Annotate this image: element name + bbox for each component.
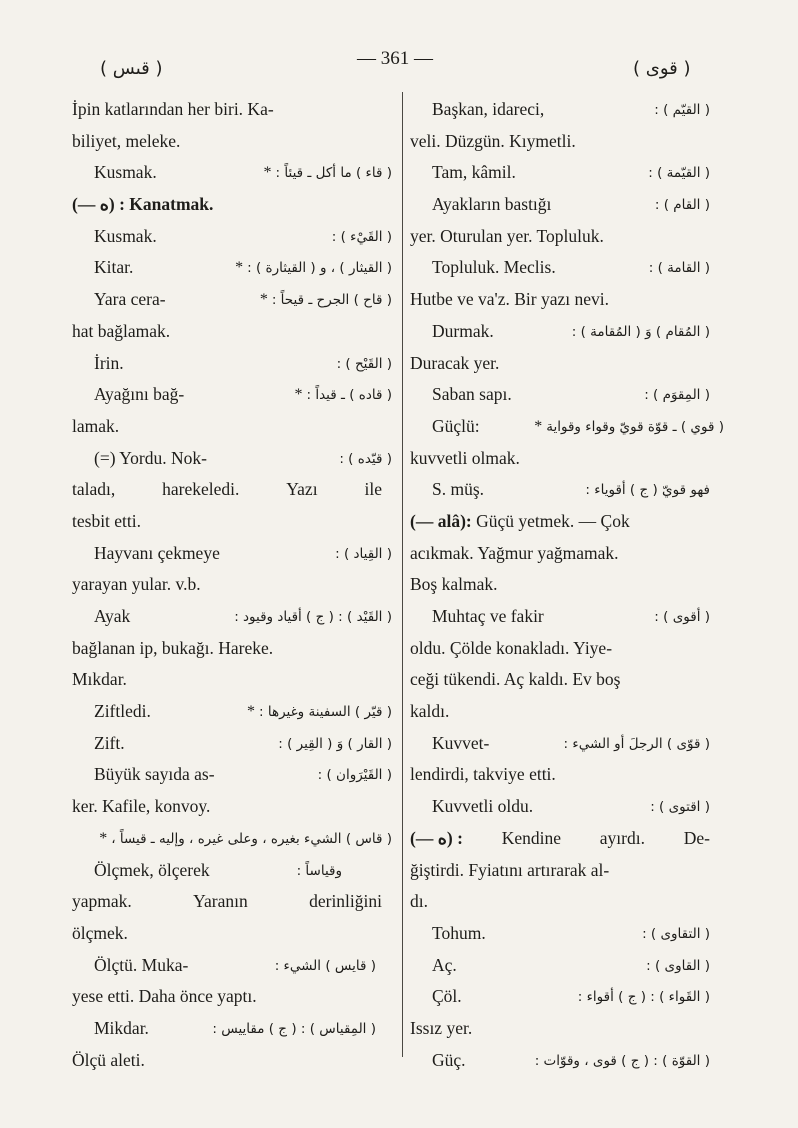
entry-text: Kitar. bbox=[94, 257, 134, 278]
entry-line bbox=[410, 951, 710, 983]
entry-line bbox=[410, 507, 710, 539]
entry-line bbox=[72, 665, 392, 697]
entry-line bbox=[410, 222, 710, 254]
entry-text: Kusmak. bbox=[94, 162, 157, 183]
entry-line bbox=[72, 317, 392, 349]
entry-line bbox=[410, 602, 710, 634]
entry-text: Aç. bbox=[432, 954, 457, 975]
word: harekeledi. bbox=[162, 479, 240, 500]
entry-arabic: ( المُقام ) وَ ( المُقامة ) : bbox=[571, 323, 710, 340]
entry-arabic: ( القِياد ) : bbox=[335, 545, 392, 562]
entry-line bbox=[410, 190, 710, 222]
entry-line bbox=[72, 697, 392, 729]
entry-text: İpin katlarından her biri. Ka- bbox=[72, 99, 274, 119]
entry-line bbox=[410, 697, 710, 729]
entry-text: Başkan, idareci, bbox=[432, 99, 545, 119]
entry-line bbox=[410, 253, 710, 285]
entry-line bbox=[72, 856, 392, 888]
entry-text: Ziftledi. bbox=[94, 701, 151, 722]
entry-line bbox=[72, 887, 392, 919]
entry-line bbox=[410, 285, 710, 317]
entry-text: tesbit etti. bbox=[72, 510, 142, 531]
entry-text: kuvvetli olmak. bbox=[410, 447, 520, 468]
entry-text: lendirdi, takviye etti. bbox=[410, 764, 556, 785]
entry-line bbox=[72, 507, 392, 539]
entry-line bbox=[72, 951, 392, 983]
entry-line bbox=[72, 253, 392, 285]
word: derinliğini bbox=[309, 891, 382, 912]
entry-line bbox=[72, 444, 392, 476]
justified-line bbox=[72, 887, 382, 915]
entry-text: kaldı. bbox=[410, 701, 450, 722]
entry-text: lamak. bbox=[72, 415, 120, 436]
entry-line bbox=[72, 475, 392, 507]
entry-line bbox=[72, 380, 392, 412]
entry-text: (=) Yordu. Nok- bbox=[94, 447, 207, 468]
entry-line bbox=[410, 349, 710, 381]
entry-line bbox=[410, 919, 710, 951]
entry-text: Issız yer. bbox=[410, 1017, 473, 1038]
entry-line bbox=[72, 222, 392, 254]
page-header bbox=[0, 48, 798, 84]
entry-text: Zift. bbox=[94, 732, 125, 753]
entry-text: Topluluk. Meclis. bbox=[432, 257, 556, 278]
entry-text: Saban sapı. bbox=[432, 384, 512, 405]
entry-text: Tam, kâmil. bbox=[432, 162, 516, 183]
entry-text: Çöl. bbox=[432, 986, 462, 1007]
entry-arabic: ( القامة ) : bbox=[648, 260, 710, 277]
entry-arabic: ( القَيْء ) : bbox=[331, 228, 392, 245]
entry-arabic: فهو قويّ ( ج ) أقوياء : bbox=[585, 482, 710, 499]
entry-text: yarayan yular. v.b. bbox=[72, 574, 201, 595]
entry-line bbox=[410, 856, 710, 888]
entry-line bbox=[410, 760, 710, 792]
entry-text: yese etti. Daha önce yaptı. bbox=[72, 986, 257, 1007]
entry-text: dı. bbox=[410, 891, 428, 912]
entry-line bbox=[410, 982, 710, 1014]
entry-line bbox=[72, 127, 392, 159]
entry-text: Ölçü aleti. bbox=[72, 1049, 145, 1070]
entry-arabic: ( القَيْد ) : ( ج ) أقياد وقيود : bbox=[234, 609, 392, 625]
entry-text: S. müş. bbox=[432, 479, 485, 500]
entry-text: Yara cera- bbox=[94, 289, 166, 310]
entry-line bbox=[72, 824, 392, 856]
entry-arabic: ( القار ) وَ ( القِير ) : bbox=[278, 735, 392, 752]
entry-text: ğiştirdi. Fyiatını artırarak al- bbox=[410, 859, 610, 880]
entry-bold: (— alâ): bbox=[410, 510, 477, 531]
entry-line bbox=[72, 634, 392, 666]
entry-text: ceği tükendi. Aç kaldı. Ev boş bbox=[410, 669, 621, 690]
entry-text: Tohum. bbox=[432, 922, 486, 943]
entry-text: Güçlü: bbox=[432, 415, 480, 436]
entry-text: Durmak. bbox=[432, 320, 494, 341]
page-number: — 361 — bbox=[357, 48, 433, 69]
entry-line bbox=[72, 792, 392, 824]
entry-arabic: ( قيّده ) : bbox=[339, 450, 392, 467]
entry-line bbox=[410, 1046, 710, 1078]
word: Kendine bbox=[501, 827, 561, 848]
entry-arabic: ( قاح ) الجرح ـ قيحاً : * bbox=[260, 286, 392, 314]
entry-arabic: ( القيّم ) : bbox=[654, 102, 710, 118]
entry-arabic: ( أقوى ) : bbox=[654, 609, 710, 625]
entry-text: Büyük sayıda as- bbox=[94, 764, 215, 785]
entry-line bbox=[72, 158, 392, 190]
entry-text: Ayak bbox=[94, 606, 131, 626]
entry-arabic: ( القاوى ) : bbox=[646, 957, 710, 974]
entry-text: Kuvvet- bbox=[432, 732, 490, 753]
entry-line bbox=[410, 127, 710, 159]
entry-text: oldu. Çölde konakladı. Yiye- bbox=[410, 637, 613, 658]
entry-line bbox=[72, 1046, 392, 1078]
column-divider bbox=[402, 92, 403, 1057]
word: De- bbox=[683, 827, 710, 848]
entry-text: biliyet, meleke. bbox=[72, 130, 181, 151]
justified-line bbox=[72, 475, 382, 503]
entry-text: yer. Oturulan yer. Topluluk. bbox=[410, 225, 604, 246]
entry-line bbox=[410, 824, 710, 856]
entry-line bbox=[410, 887, 710, 919]
entry-arabic: ( القَواء ) : ( ج ) أقواء : bbox=[577, 989, 710, 1006]
entry-line bbox=[410, 95, 710, 127]
entry-arabic: ( قوي ) ـ قوّة قويّ وقواء وقواية * bbox=[534, 413, 724, 441]
entry-text: bağlanan ip, bukağı. Hareke. bbox=[72, 637, 274, 658]
entry-text: İrin. bbox=[94, 352, 124, 373]
entry-line bbox=[410, 634, 710, 666]
entry-arabic: ( اقتوى ) : bbox=[650, 799, 710, 816]
entry-text: Mıkdar. bbox=[72, 669, 127, 690]
entry-arabic: ( قاء ) ما أكل ـ قيئاً : * bbox=[264, 159, 392, 187]
entry-line bbox=[72, 602, 392, 634]
entry-line bbox=[72, 919, 392, 951]
entry-text: Güç. bbox=[432, 1049, 466, 1070]
word: ayırdı. bbox=[599, 827, 645, 848]
entry-arabic: ( القوّة ) : ( ج ) قوى ، وقوّات : bbox=[534, 1052, 710, 1069]
entry-text: veli. Düzgün. Kıymetli. bbox=[410, 130, 576, 151]
entry-line bbox=[410, 539, 710, 571]
entry-text: Muhtaç ve fakir bbox=[432, 606, 544, 626]
entry-line bbox=[72, 1014, 392, 1046]
entry-arabic: ( قاس ) الشيء بغيره ، وعلى غيره ، وإليه ـ قيساً ، * bbox=[99, 825, 392, 853]
entry-text: Kuvvetli oldu. bbox=[432, 796, 534, 817]
entry-line bbox=[72, 760, 392, 792]
entry-arabic: ( قاده ) ـ قيداً : * bbox=[294, 381, 392, 409]
entry-line bbox=[72, 95, 392, 127]
entry-text: Mikdar. bbox=[94, 1017, 149, 1038]
entry-line bbox=[410, 317, 710, 349]
entry-line bbox=[72, 412, 392, 444]
entry-line bbox=[72, 982, 392, 1014]
entry-line bbox=[72, 539, 392, 571]
right-column bbox=[410, 95, 724, 1077]
entry-arabic: ( القيّمة ) : bbox=[648, 165, 710, 182]
entry-line bbox=[410, 1014, 710, 1046]
word: taladı, bbox=[72, 479, 116, 500]
entry-arabic: ( القَيْح ) : bbox=[336, 355, 392, 372]
entry-line bbox=[410, 792, 710, 824]
entry-rest: Güçü yetmek. — Çok bbox=[476, 510, 630, 531]
entry-line bbox=[410, 665, 710, 697]
entry-text: Ölçtü. Muka- bbox=[94, 954, 189, 975]
header-right-root: ( قوى ) bbox=[633, 58, 691, 79]
word: yapmak. bbox=[72, 891, 132, 912]
entry-line bbox=[72, 729, 392, 761]
entry-arabic: ( القَيْرَوان ) : bbox=[317, 767, 392, 784]
entry-text: ölçmek. bbox=[72, 922, 128, 943]
entry-arabic: ( التقاوى ) : bbox=[642, 925, 710, 942]
entry-arabic: ( المِقوَم ) : bbox=[644, 387, 710, 404]
entry-line bbox=[72, 190, 392, 222]
word: Yazı bbox=[286, 479, 318, 500]
entry-arabic: ( قوّى ) الرجلَ أو الشيء : bbox=[563, 735, 710, 752]
entry-text: Hayvanı çekmeye bbox=[94, 542, 220, 563]
word: Yaranın bbox=[193, 891, 248, 912]
entry-line bbox=[410, 475, 710, 507]
entry-line bbox=[410, 380, 710, 412]
entry-line bbox=[410, 444, 710, 476]
header-left-root: ( قىس ) bbox=[100, 58, 163, 79]
entry-line bbox=[72, 570, 392, 602]
entry-arabic: ( قيّر ) السفينة وغيرها : * bbox=[247, 698, 392, 726]
entry-arabic: ( المِقياس ) : ( ج ) مقاييس : bbox=[212, 1020, 376, 1037]
entry-line bbox=[410, 570, 710, 602]
justified-line bbox=[410, 824, 710, 852]
left-column bbox=[72, 95, 392, 1077]
word: ile bbox=[364, 479, 382, 500]
entry-text: hat bağlamak. bbox=[72, 320, 171, 341]
entry-text: Ayağını bağ- bbox=[94, 384, 185, 405]
entry-line bbox=[410, 158, 710, 190]
entry-text: Hutbe ve va'z. Bir yazı nevi. bbox=[410, 289, 609, 310]
entry-line bbox=[72, 285, 392, 317]
entry-text: Boş kalmak. bbox=[410, 574, 498, 595]
entry-text: Ayakların bastığı bbox=[432, 194, 552, 215]
entry-line bbox=[410, 412, 724, 444]
entry-text: acıkmak. Yağmur yağmamak. bbox=[410, 542, 619, 563]
entry-text: Kusmak. bbox=[94, 225, 157, 246]
word: (— ه) : bbox=[410, 827, 463, 848]
entry-arabic: ( قايس ) الشيء : bbox=[274, 957, 376, 974]
entry-text: ker. Kafile, konvoy. bbox=[72, 796, 211, 817]
entry-line bbox=[410, 729, 710, 761]
entry-text: Ölçmek, ölçerek bbox=[94, 859, 210, 880]
entry-line bbox=[72, 349, 392, 381]
entry-arabic: وقياساً : bbox=[296, 862, 342, 879]
entry-arabic: ( القيثار ) ، و ( القيثارة ) : * bbox=[235, 254, 392, 282]
entry-text: Duracak yer. bbox=[410, 352, 500, 373]
entry-text: (— ه) : Kanatmak. bbox=[72, 194, 214, 215]
entry-text bbox=[410, 507, 630, 535]
entry-arabic: ( القام ) : bbox=[654, 197, 710, 214]
